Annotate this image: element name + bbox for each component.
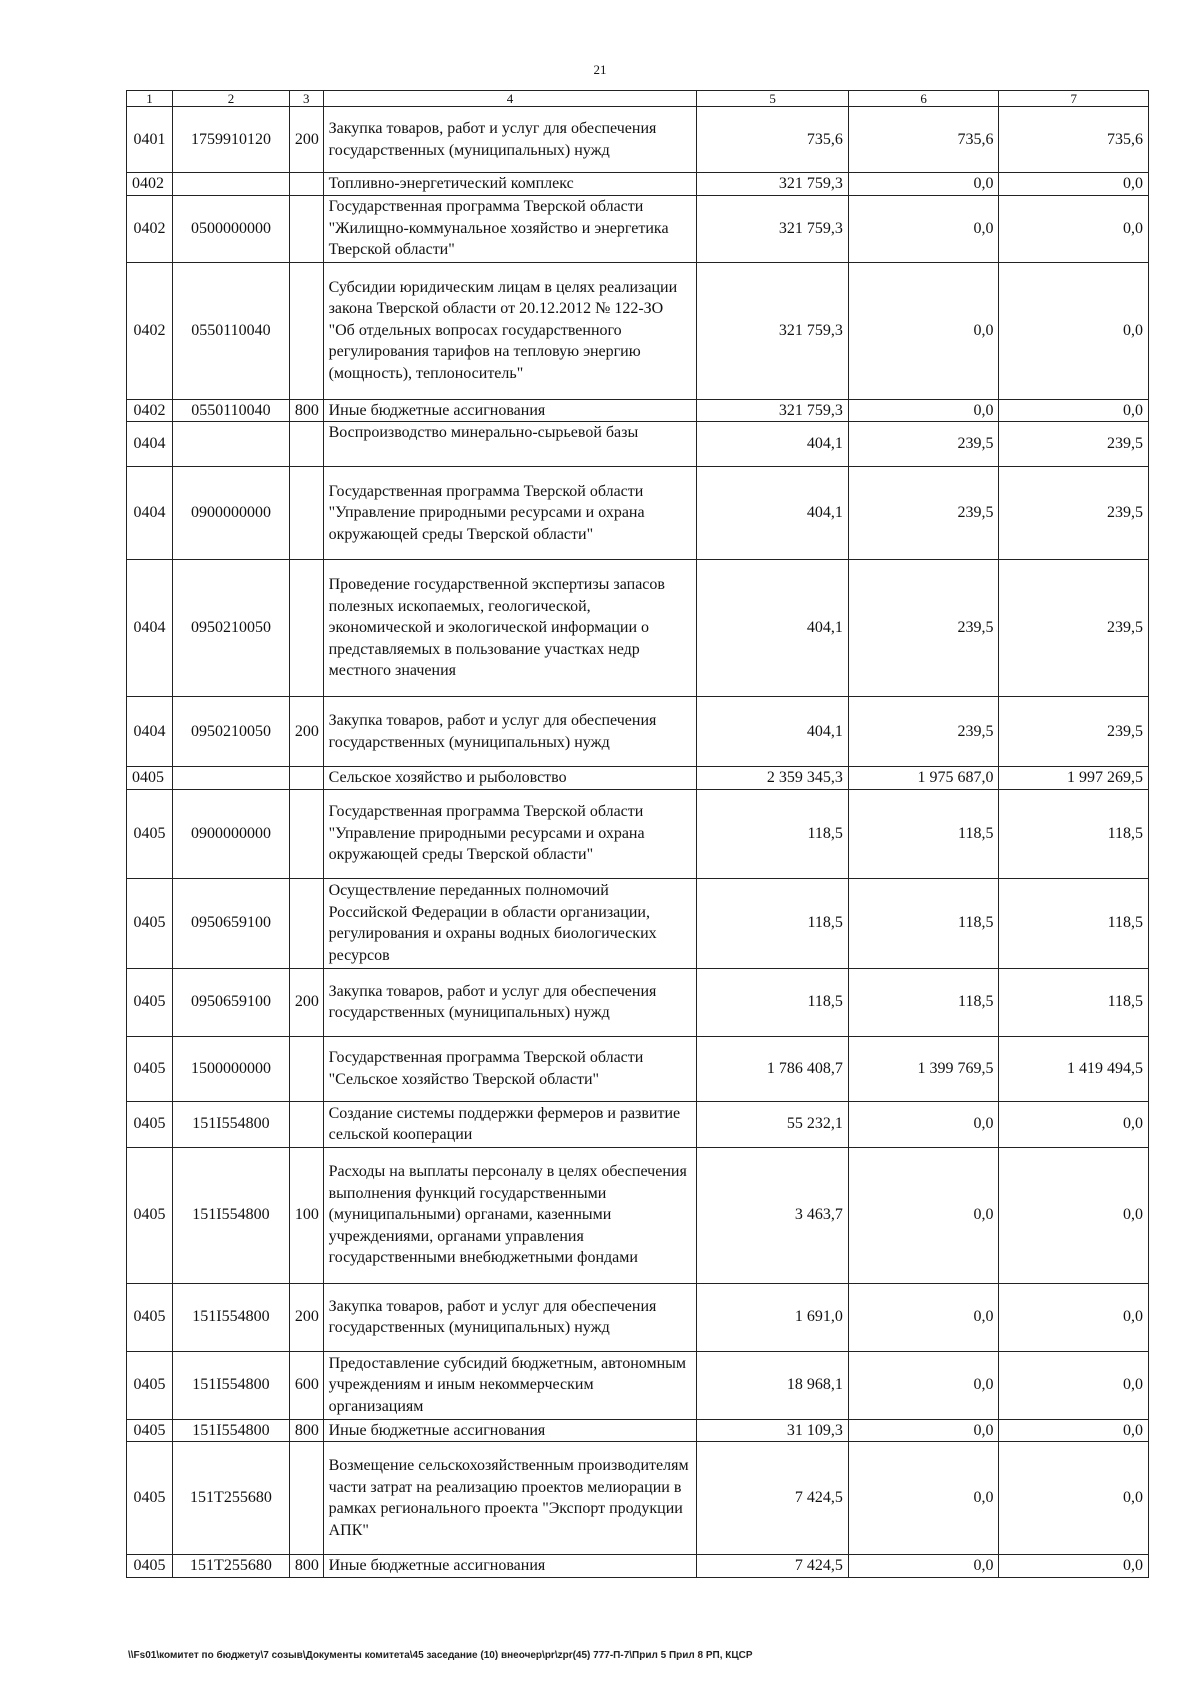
item-name: Расходы на выплаты персоналу в целях обеспечения выполнения функций государственными (муниципальными) органами, казенными учреждениями, органами управления государственными внебюджетными фондами [323, 1147, 697, 1283]
table-row [127, 262, 1149, 399]
amount-col7: 0,0 [999, 1555, 1149, 1578]
item-name: Государственная программа Тверской области "Управление природными ресурсами и охрана окружающей среды Тверской области" [323, 789, 697, 878]
amount-col6: 0,0 [848, 173, 999, 196]
amount-col5: 404,1 [697, 697, 849, 767]
amount-col7: 0,0 [999, 1147, 1149, 1283]
item-name: Создание системы поддержки фермеров и развитие сельской кооперации [323, 1101, 697, 1147]
amount-col7: 0,0 [999, 1283, 1149, 1351]
amount-col7: 0,0 [999, 1442, 1149, 1555]
target-code: 0950210050 [173, 697, 290, 767]
expense-type-code: 800 [289, 1555, 323, 1578]
section-code: 0405 [127, 1036, 173, 1101]
expense-type-code [289, 560, 323, 697]
target-code: 0500000000 [173, 195, 290, 262]
item-name: Топливно-энергетический комплекс [323, 173, 697, 196]
amount-col7: 0,0 [999, 262, 1149, 399]
amount-col6: 0,0 [848, 399, 999, 422]
column-header-7: 7 [999, 91, 1149, 107]
amount-col7: 0,0 [999, 1419, 1149, 1442]
item-name: Иные бюджетные ассигнования [323, 1555, 697, 1578]
amount-col7: 1 997 269,5 [999, 767, 1149, 790]
table-row [127, 1283, 1149, 1351]
target-code: 151I554800 [173, 1351, 290, 1419]
amount-col5: 321 759,3 [697, 262, 849, 399]
table-row [127, 789, 1149, 878]
amount-col5: 1 691,0 [697, 1283, 849, 1351]
table-row [127, 697, 1149, 767]
section-code: 0405 [127, 1101, 173, 1147]
expense-type-code [289, 878, 323, 968]
target-code: 1500000000 [173, 1036, 290, 1101]
amount-col6: 0,0 [848, 1147, 999, 1283]
expense-type-code [289, 467, 323, 560]
target-code: 151T255680 [173, 1555, 290, 1578]
target-code: 0550110040 [173, 399, 290, 422]
table-row [127, 968, 1149, 1036]
amount-col7: 239,5 [999, 422, 1149, 467]
amount-col5: 404,1 [697, 467, 849, 560]
item-name: Сельское хозяйство и рыболовство [323, 767, 697, 790]
expense-type-code: 200 [289, 697, 323, 767]
amount-col6: 1 975 687,0 [848, 767, 999, 790]
column-header-1: 1 [127, 91, 173, 107]
amount-col7: 735,6 [999, 107, 1149, 173]
section-code: 0405 [127, 878, 173, 968]
amount-col6: 0,0 [848, 1442, 999, 1555]
item-name: Закупка товаров, работ и услуг для обеспечения государственных (муниципальных) нужд [323, 107, 697, 173]
expense-type-code [289, 1442, 323, 1555]
expense-type-code: 600 [289, 1351, 323, 1419]
amount-col6: 239,5 [848, 467, 999, 560]
section-code: 0405 [127, 968, 173, 1036]
expense-type-code [289, 195, 323, 262]
amount-col7: 118,5 [999, 789, 1149, 878]
amount-col5: 404,1 [697, 422, 849, 467]
amount-col6: 118,5 [848, 878, 999, 968]
amount-col5: 321 759,3 [697, 195, 849, 262]
section-code: 0404 [127, 697, 173, 767]
section-code: 0404 [127, 422, 173, 467]
amount-col6: 0,0 [848, 1351, 999, 1419]
table-row [127, 467, 1149, 560]
table-row [127, 1101, 1149, 1147]
item-name: Возмещение сельскохозяйственным производителям части затрат на реализацию проектов мелиорации в рамках регионального проекта "Экспорт продукции АПК" [323, 1442, 697, 1555]
amount-col6: 239,5 [848, 422, 999, 467]
section-code: 0405 [127, 1555, 173, 1578]
amount-col5: 2 359 345,3 [697, 767, 849, 790]
target-code: 0900000000 [173, 467, 290, 560]
expense-type-code [289, 262, 323, 399]
section-code: 0402 [127, 262, 173, 399]
amount-col5: 7 424,5 [697, 1555, 849, 1578]
expense-type-code: 200 [289, 107, 323, 173]
amount-col7: 0,0 [999, 195, 1149, 262]
amount-col6: 735,6 [848, 107, 999, 173]
amount-col6: 118,5 [848, 789, 999, 878]
expense-type-code [289, 1101, 323, 1147]
table-row [127, 878, 1149, 968]
amount-col6: 239,5 [848, 697, 999, 767]
column-header-6: 6 [848, 91, 999, 107]
expense-type-code: 100 [289, 1147, 323, 1283]
target-code: 0950659100 [173, 968, 290, 1036]
section-code: 0404 [127, 467, 173, 560]
section-code: 0401 [127, 107, 173, 173]
target-code: 151I554800 [173, 1419, 290, 1442]
amount-col7: 0,0 [999, 1101, 1149, 1147]
item-name: Иные бюджетные ассигнования [323, 399, 697, 422]
amount-col7: 239,5 [999, 560, 1149, 697]
table-row [127, 399, 1149, 422]
amount-col5: 118,5 [697, 789, 849, 878]
amount-col7: 118,5 [999, 968, 1149, 1036]
section-code: 0402 [127, 195, 173, 262]
amount-col6: 0,0 [848, 1419, 999, 1442]
amount-col5: 118,5 [697, 968, 849, 1036]
item-name: Государственная программа Тверской области "Жилищно-коммунальное хозяйство и энергетика Тверской области" [323, 195, 697, 262]
table-row [127, 1555, 1149, 1578]
target-code: 0900000000 [173, 789, 290, 878]
section-code: 0404 [127, 560, 173, 697]
amount-col5: 31 109,3 [697, 1419, 849, 1442]
table-row [127, 1036, 1149, 1101]
table-row [127, 1419, 1149, 1442]
amount-col5: 7 424,5 [697, 1442, 849, 1555]
section-code: 0405 [127, 767, 173, 790]
amount-col5: 3 463,7 [697, 1147, 849, 1283]
item-name: Субсидии юридическим лицам в целях реализации закона Тверской области от 20.12.2012 № 122-ЗО "Об отдельных вопросах государственного регулирования тарифов на тепловую энергию (мощность), теплоноситель" [323, 262, 697, 399]
table-row [127, 1442, 1149, 1555]
item-name: Государственная программа Тверской области "Сельское хозяйство Тверской области" [323, 1036, 697, 1101]
column-header-3: 3 [289, 91, 323, 107]
amount-col6: 239,5 [848, 560, 999, 697]
amount-col6: 1 399 769,5 [848, 1036, 999, 1101]
table-row [127, 195, 1149, 262]
section-code: 0405 [127, 1442, 173, 1555]
item-name: Воспроизводство минерально-сырьевой базы [323, 422, 697, 467]
expense-type-code [289, 173, 323, 196]
expense-type-code: 200 [289, 1283, 323, 1351]
item-name: Закупка товаров, работ и услуг для обеспечения государственных (муниципальных) нужд [323, 697, 697, 767]
amount-col5: 321 759,3 [697, 173, 849, 196]
table-row [127, 1351, 1149, 1419]
amount-col7: 0,0 [999, 1351, 1149, 1419]
amount-col7: 239,5 [999, 467, 1149, 560]
expense-type-code [289, 767, 323, 790]
column-header-2: 2 [173, 91, 290, 107]
expense-type-code: 800 [289, 399, 323, 422]
header-row [127, 91, 1149, 107]
section-code: 0402 [127, 173, 173, 196]
expense-type-code [289, 422, 323, 467]
amount-col5: 404,1 [697, 560, 849, 697]
item-name: Государственная программа Тверской области "Управление природными ресурсами и охрана окружающей среды Тверской области" [323, 467, 697, 560]
section-code: 0405 [127, 1283, 173, 1351]
column-header-5: 5 [697, 91, 849, 107]
column-header-4: 4 [323, 91, 697, 107]
amount-col7: 118,5 [999, 878, 1149, 968]
item-name: Проведение государственной экспертизы запасов полезных ископаемых, геологической, экономической и экологической информации о представляемых в пользование участках недр местного значения [323, 560, 697, 697]
amount-col6: 0,0 [848, 1101, 999, 1147]
item-name: Закупка товаров, работ и услуг для обеспечения государственных (муниципальных) нужд [323, 968, 697, 1036]
amount-col6: 0,0 [848, 262, 999, 399]
item-name: Осуществление переданных полномочий Российской Федерации в области организации, регулирования и охраны водных биологических ресурсов [323, 878, 697, 968]
target-code: 0950210050 [173, 560, 290, 697]
target-code: 1759910120 [173, 107, 290, 173]
section-code: 0405 [127, 1147, 173, 1283]
amount-col5: 1 786 408,7 [697, 1036, 849, 1101]
target-code [173, 422, 290, 467]
footer-file-path: \\Fs01\комитет по бюджету\7 созыв\Документы комитета\45 заседание (10) внеочер\pr\zpr(45) 777-П-7\Прил 5 Прил 8 РП, КЦСР [128, 1650, 753, 1661]
amount-col7: 1 419 494,5 [999, 1036, 1149, 1101]
item-name: Предоставление субсидий бюджетным, автономным учреждениям и иным некоммерческим организациям [323, 1351, 697, 1419]
expense-type-code: 800 [289, 1419, 323, 1442]
amount-col7: 239,5 [999, 697, 1149, 767]
expense-type-code [289, 789, 323, 878]
amount-col5: 321 759,3 [697, 399, 849, 422]
expense-type-code: 200 [289, 968, 323, 1036]
target-code: 151I554800 [173, 1147, 290, 1283]
table-row [127, 560, 1149, 697]
expense-type-code [289, 1036, 323, 1101]
target-code: 151I554800 [173, 1283, 290, 1351]
target-code: 151I554800 [173, 1101, 290, 1147]
table-row [127, 173, 1149, 196]
target-code: 0950659100 [173, 878, 290, 968]
amount-col6: 0,0 [848, 1283, 999, 1351]
section-code: 0402 [127, 399, 173, 422]
table-row [127, 1147, 1149, 1283]
table-row [127, 767, 1149, 790]
section-code: 0405 [127, 1419, 173, 1442]
amount-col7: 0,0 [999, 173, 1149, 196]
target-code: 0550110040 [173, 262, 290, 399]
amount-col5: 55 232,1 [697, 1101, 849, 1147]
amount-col6: 0,0 [848, 1555, 999, 1578]
target-code: 151T255680 [173, 1442, 290, 1555]
amount-col5: 118,5 [697, 878, 849, 968]
section-code: 0405 [127, 789, 173, 878]
table-row [127, 422, 1149, 467]
amount-col5: 18 968,1 [697, 1351, 849, 1419]
item-name: Закупка товаров, работ и услуг для обеспечения государственных (муниципальных) нужд [323, 1283, 697, 1351]
item-name: Иные бюджетные ассигнования [323, 1419, 697, 1442]
amount-col5: 735,6 [697, 107, 849, 173]
amount-col6: 0,0 [848, 195, 999, 262]
amount-col6: 118,5 [848, 968, 999, 1036]
section-code: 0405 [127, 1351, 173, 1419]
amount-col7: 0,0 [999, 399, 1149, 422]
page-number: 21 [593, 62, 607, 77]
target-code [173, 767, 290, 790]
table-row [127, 107, 1149, 173]
budget-table [126, 90, 1149, 1578]
target-code [173, 173, 290, 196]
